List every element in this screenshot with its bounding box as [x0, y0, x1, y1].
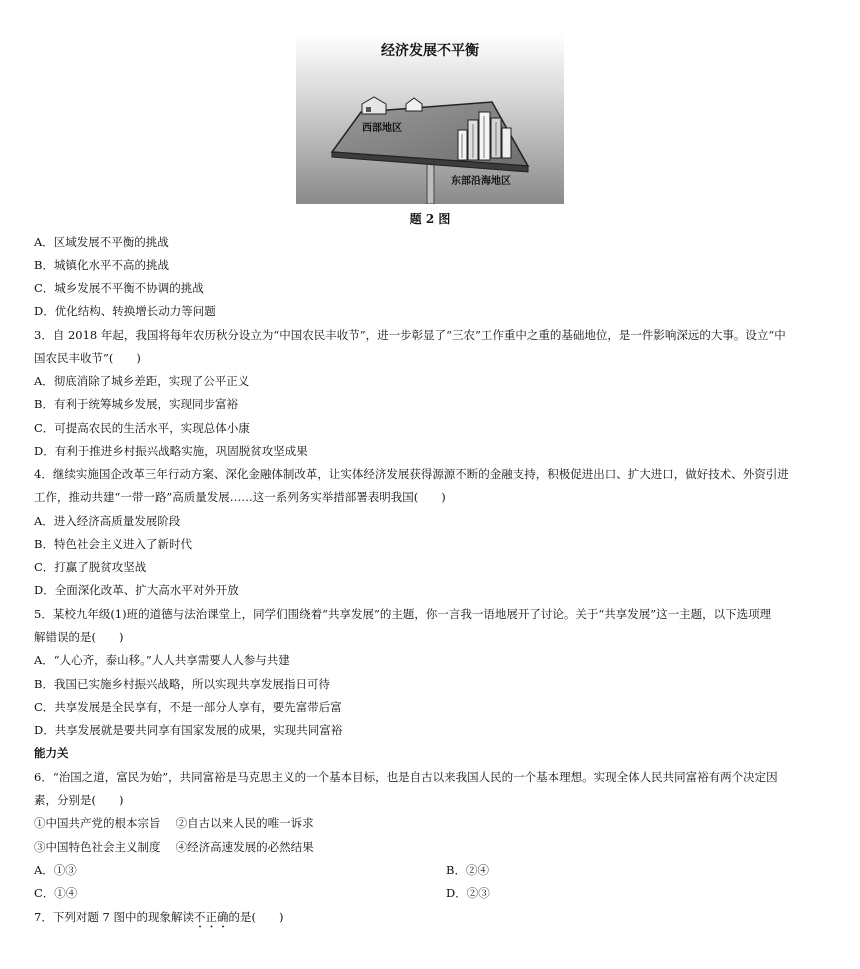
- label-west: 西部地区: [362, 123, 402, 134]
- cartoon-figure: [296, 34, 564, 204]
- q4-stem-line2: 工作，推动共建“一带一路”高质量发展……这一系列务实举措部署表明我国( ): [34, 490, 446, 504]
- q6-option-d: D．②③: [446, 886, 490, 900]
- q4-option-a: A．进入经济高质量发展阶段: [34, 514, 181, 528]
- q3-stem-line2: 国农民丰收节”( ): [34, 351, 141, 365]
- q6-stem-line1: 6．“治国之道，富民为始”，共同富裕是马克思主义的一个基本目标，也是自古以来我国人民的一个基本理想。实现全体人民共同富裕有两个决定因: [34, 770, 778, 784]
- q3-option-a: A．彻底消除了城乡差距，实现了公平正义: [34, 374, 250, 388]
- q4-option-d: D．全面深化改革、扩大高水平对外开放: [34, 583, 239, 597]
- q6-items-line1: ①中国共产党的根本宗旨 ②自古以来人民的唯一诉求: [34, 816, 314, 830]
- q4-stem-line1: 4．继续实施国企改革三年行动方案、深化金融体制改革，让实体经济发展获得源源不断的金融支持，积极促进出口、扩大进口，做好技术、外资引进: [34, 467, 789, 481]
- q7-stem-prefix: 7．下列对题 7 图中的现象解读: [34, 910, 194, 924]
- q2-option-d: D．优化结构、转换增长动力等问题: [34, 304, 216, 318]
- q5-stem-line2: 解错误的是( ): [34, 630, 124, 644]
- q6-option-b: B．②④: [446, 863, 489, 877]
- q7-stem-suffix: 的是( ): [228, 910, 284, 924]
- label-east: 东部沿海地区: [451, 176, 511, 187]
- q6-stem-line2: 素，分别是( ): [34, 793, 124, 807]
- q5-option-c: C．共享发展是全民享有，不是一部分人享有，要先富带后富: [34, 700, 342, 714]
- q3-option-c: C．可提高农民的生活水平，实现总体小康: [34, 421, 250, 435]
- q5-option-b: B．我国已实施乡村振兴战略，所以实现共享发展指日可待: [34, 677, 330, 691]
- figure-title: 经济发展不平衡: [381, 42, 479, 58]
- q3-option-d: D．有利于推进乡村振兴战略实施，巩固脱贫攻坚成果: [34, 444, 308, 458]
- figure-caption: 题 2 图: [409, 212, 451, 226]
- q2-option-c: C．城乡发展不平衡不协调的挑战: [34, 281, 204, 295]
- q4-option-b: B．特色社会主义进入了新时代: [34, 537, 192, 551]
- q2-option-a: A．区域发展不平衡的挑战: [34, 235, 169, 249]
- cartoon-illustration: [296, 34, 564, 204]
- q5-option-d: D．共享发展就是要共同享有国家发展的成果，实现共同富裕: [34, 723, 343, 737]
- q5-stem-line1: 5．某校九年级(1)班的道德与法治课堂上，同学们围绕着“共享发展”的主题，你一言我一语地展开了讨论。关于“共享发展”这一主题，以下选项理: [34, 607, 772, 621]
- q5-option-a: A．“人心齐，泰山移。”人人共享需要人人参与共建: [34, 653, 290, 667]
- q2-option-b: B．城镇化水平不高的挑战: [34, 258, 169, 272]
- q7-stem-emphasis: 不正确: [193, 910, 229, 924]
- q7-stem: [34, 909, 828, 931]
- q3-stem-line1: 3．自 2018 年起，我国将每年农历秋分设立为“中国农民丰收节”，进一步彰显了“三农”工作重中之重的基础地位，是一件影响深远的大事。设立“中: [34, 328, 786, 342]
- q6-option-c: C．①④: [34, 886, 78, 900]
- q6-option-a: A．①③: [34, 863, 77, 877]
- q4-option-c: C．打赢了脱贫攻坚战: [34, 560, 147, 574]
- section-title: 能力关: [34, 746, 69, 760]
- q3-option-b: B．有利于统筹城乡发展，实现同步富裕: [34, 397, 238, 411]
- q6-items-line2: ③中国特色社会主义制度 ④经济高速发展的必然结果: [34, 840, 314, 854]
